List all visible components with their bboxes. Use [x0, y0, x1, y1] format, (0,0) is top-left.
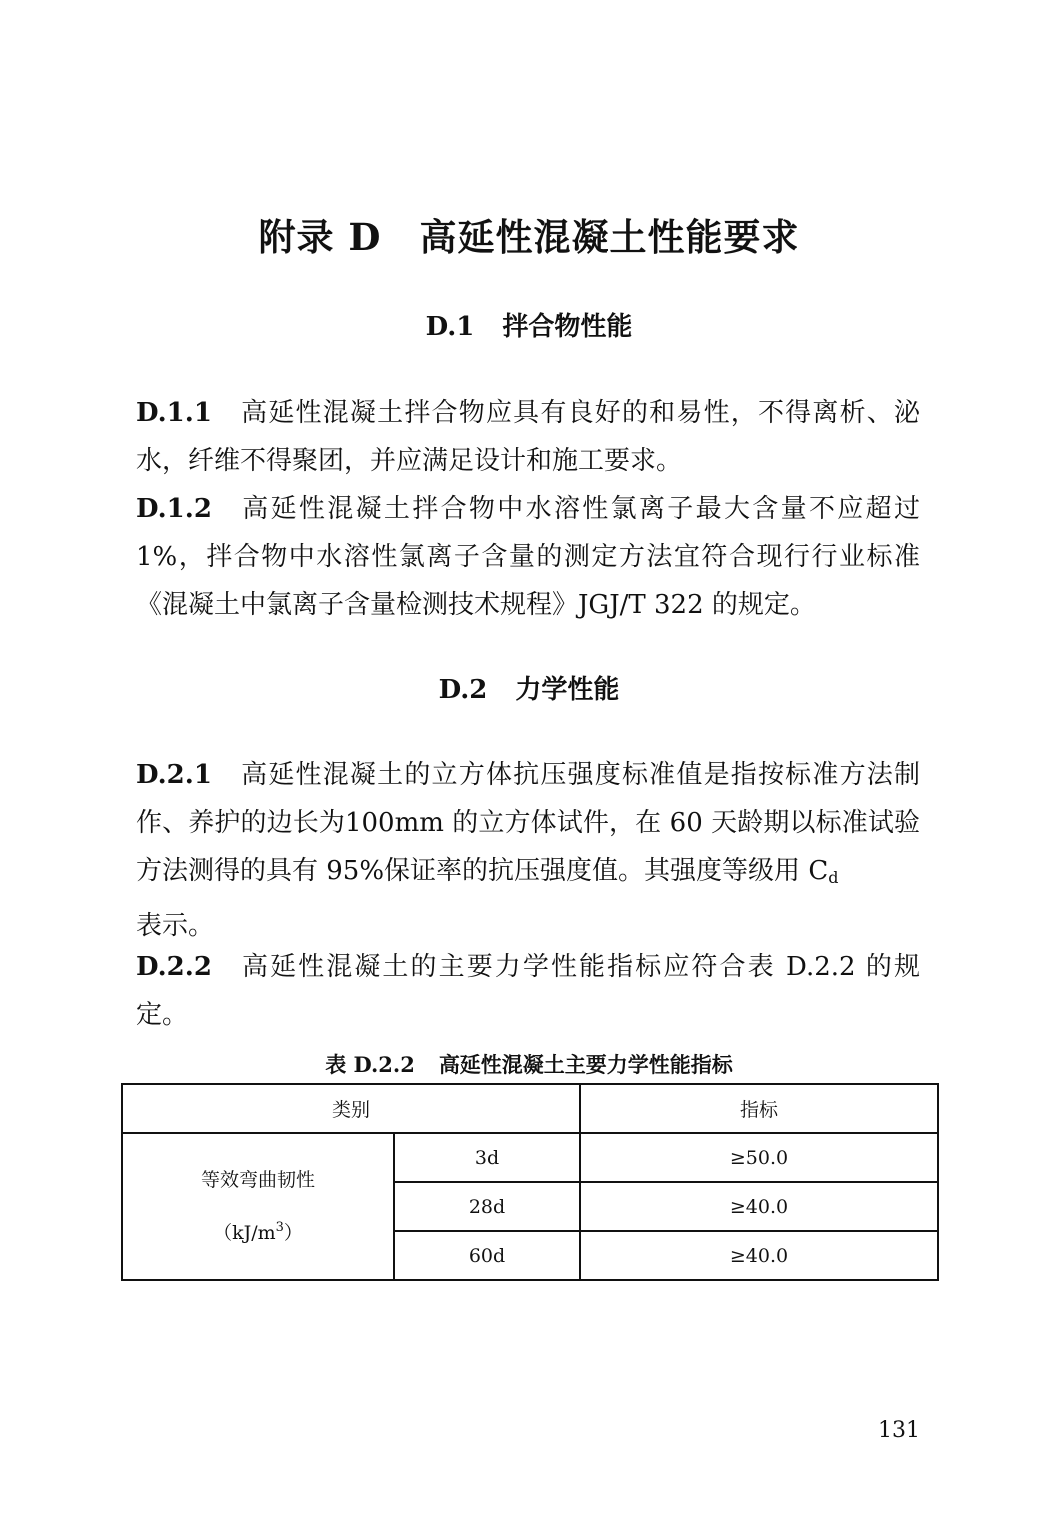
- section-number: D.2: [438, 675, 488, 705]
- clause-text: 高延性混凝土的主要力学性能指标应符合表 D.2.2 的规定。: [136, 952, 920, 1030]
- table-row: [122, 1133, 938, 1182]
- clause-number: D.1.1: [136, 398, 212, 428]
- table-header-row: [122, 1084, 938, 1133]
- value-cell: ≥40.0: [580, 1182, 938, 1231]
- age-cell: 3d: [394, 1133, 580, 1182]
- clause-number: D.2.1: [136, 760, 212, 790]
- section-heading-d2: [0, 672, 1058, 708]
- clause-d-2-2: [136, 943, 920, 1039]
- header-category: 类别: [122, 1084, 580, 1133]
- property-name: 等效弯曲韧性: [200, 1169, 315, 1191]
- mechanical-properties-table: [121, 1083, 939, 1281]
- clause-d-2-1: [136, 751, 920, 950]
- page-number: 131: [878, 1418, 920, 1443]
- header-index: 指标: [580, 1084, 938, 1133]
- appendix-number: 附录 D: [258, 215, 382, 259]
- section-heading-d1: [0, 309, 1058, 345]
- value-cell: ≥50.0: [580, 1133, 938, 1182]
- age-cell: 28d: [394, 1182, 580, 1231]
- clause-d-1-2: [136, 485, 920, 629]
- clause-text-continued: 表示。: [136, 911, 215, 941]
- clause-number: D.2.2: [136, 952, 212, 982]
- strength-grade-subscript: d: [828, 868, 839, 887]
- table-caption: [0, 1050, 1058, 1080]
- page-title: [0, 212, 1058, 262]
- section-title: 力学性能: [515, 675, 620, 705]
- property-cell: [122, 1133, 394, 1280]
- value-cell: ≥40.0: [580, 1231, 938, 1280]
- appendix-title: 高延性混凝土性能要求: [419, 215, 800, 259]
- clause-text: 高延性混凝土拌合物应具有良好的和易性，不得离析、泌水，纤维不得聚团，并应满足设计和施工要求。: [136, 398, 920, 476]
- clause-text: 高延性混凝土拌合物中水溶性氯离子最大含量不应超过1%，拌合物中水溶性氯离子含量的测定方法宜符合现行行业标准《混凝土中氯离子含量检测技术规程》JGJ/T 322 的规定。: [136, 494, 920, 620]
- table-title: 高延性混凝土主要力学性能指标: [438, 1052, 733, 1077]
- clause-text: 高延性混凝土的立方体抗压强度标准值是指按标准方法制作、养护的边长为100mm 的立方体试件，在 60 天龄期以标准试验方法测得的具有 95%保证率的抗压强度值。其强度等级用 C: [136, 760, 920, 886]
- age-cell: 60d: [394, 1231, 580, 1280]
- section-number: D.1: [425, 312, 475, 342]
- table-number: 表 D.2.2: [325, 1052, 415, 1077]
- clause-number: D.1.2: [136, 494, 212, 524]
- clause-d-1-1: [136, 389, 920, 485]
- property-unit: $(kJ/m^3)$: [213, 1220, 303, 1244]
- section-title: 拌合物性能: [502, 312, 633, 342]
